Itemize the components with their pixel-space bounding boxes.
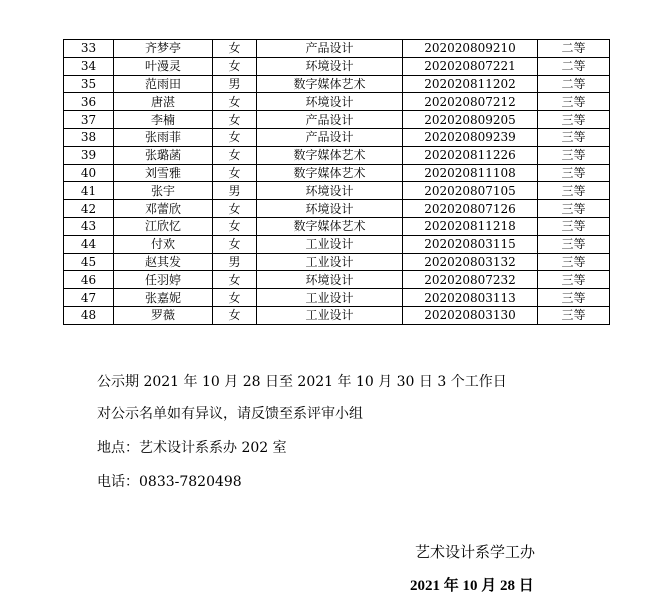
cell-name: 李楠: [114, 111, 213, 129]
table-row: [64, 164, 610, 182]
cell-major: 环境设计: [257, 182, 403, 200]
cell-name: 齐梦亭: [114, 40, 213, 58]
cell-award: 三等: [538, 146, 610, 164]
cell-major: 数字媒体艺术: [257, 164, 403, 182]
cell-gender: 女: [213, 271, 257, 289]
table-row: [64, 271, 610, 289]
cell-gender: 女: [213, 200, 257, 218]
cell-award: 三等: [538, 164, 610, 182]
cell-student-id: 202020807126: [403, 200, 538, 218]
cell-name: 张雨菲: [114, 128, 213, 146]
cell-name: 张璐菡: [114, 146, 213, 164]
table-row: [64, 253, 610, 271]
cell-student-id: 202020807105: [403, 182, 538, 200]
cell-award: 三等: [538, 253, 610, 271]
cell-student-id: 202020807212: [403, 93, 538, 111]
cell-number: 39: [64, 146, 114, 164]
cell-student-id: 202020809210: [403, 40, 538, 58]
cell-award: 三等: [538, 111, 610, 129]
table-row: [64, 235, 610, 253]
cell-award: 三等: [538, 306, 610, 324]
cell-student-id: 202020807221: [403, 57, 538, 75]
cell-major: 产品设计: [257, 128, 403, 146]
cell-major: 产品设计: [257, 40, 403, 58]
cell-student-id: 202020811226: [403, 146, 538, 164]
table-row: [64, 182, 610, 200]
cell-gender: 男: [213, 182, 257, 200]
cell-number: 44: [64, 235, 114, 253]
cell-name: 张嘉妮: [114, 289, 213, 307]
signature-org: 艺术设计系学工办: [415, 543, 536, 561]
cell-award: 三等: [538, 93, 610, 111]
cell-major: 环境设计: [257, 200, 403, 218]
cell-major: 环境设计: [257, 57, 403, 75]
cell-award: 三等: [538, 235, 610, 253]
table-row: [64, 93, 610, 111]
cell-name: 邓蕾欣: [114, 200, 213, 218]
cell-gender: 男: [213, 253, 257, 271]
cell-name: 唐湛: [114, 93, 213, 111]
cell-award: 三等: [538, 182, 610, 200]
table-row: [64, 75, 610, 93]
table-row: [64, 40, 610, 58]
table-row: [64, 146, 610, 164]
cell-gender: 女: [213, 235, 257, 253]
cell-major: 工业设计: [257, 289, 403, 307]
cell-award: 三等: [538, 217, 610, 235]
cell-gender: 女: [213, 289, 257, 307]
roster-body: [64, 40, 610, 325]
cell-number: 46: [64, 271, 114, 289]
cell-name: 范雨田: [114, 75, 213, 93]
cell-number: 33: [64, 40, 114, 58]
table-row: [64, 306, 610, 324]
cell-student-id: 202020803132: [403, 253, 538, 271]
cell-name: 张宇: [114, 182, 213, 200]
cell-number: 41: [64, 182, 114, 200]
cell-gender: 男: [213, 75, 257, 93]
table-row: [64, 289, 610, 307]
cell-major: 环境设计: [257, 271, 403, 289]
notice-objection: 对公示名单如有异议，请反馈至系评审小组: [97, 406, 363, 422]
cell-student-id: 202020809205: [403, 111, 538, 129]
cell-major: 产品设计: [257, 111, 403, 129]
cell-student-id: 202020811108: [403, 164, 538, 182]
cell-number: 48: [64, 306, 114, 324]
cell-student-id: 202020803113: [403, 289, 538, 307]
table-row: [64, 111, 610, 129]
cell-major: 工业设计: [257, 306, 403, 324]
cell-major: 数字媒体艺术: [257, 75, 403, 93]
cell-major: 数字媒体艺术: [257, 146, 403, 164]
cell-major: 数字媒体艺术: [257, 217, 403, 235]
cell-name: 赵其发: [114, 253, 213, 271]
cell-award: 二等: [538, 40, 610, 58]
cell-number: 35: [64, 75, 114, 93]
table-row: [64, 200, 610, 218]
cell-student-id: 202020803130: [403, 306, 538, 324]
cell-student-id: 202020803115: [403, 235, 538, 253]
cell-award: 三等: [538, 289, 610, 307]
cell-student-id: 202020811218: [403, 217, 538, 235]
cell-gender: 女: [213, 164, 257, 182]
cell-major: 工业设计: [257, 235, 403, 253]
cell-number: 34: [64, 57, 114, 75]
notice-phone: 电话：0833-7820498: [97, 474, 242, 490]
cell-award: 二等: [538, 75, 610, 93]
cell-name: 任羽婷: [114, 271, 213, 289]
cell-major: 工业设计: [257, 253, 403, 271]
cell-name: 付欢: [114, 235, 213, 253]
cell-award: 三等: [538, 271, 610, 289]
cell-gender: 女: [213, 306, 257, 324]
table-row: [64, 217, 610, 235]
table-row: [64, 128, 610, 146]
cell-number: 45: [64, 253, 114, 271]
table-row: [64, 57, 610, 75]
cell-major: 环境设计: [257, 93, 403, 111]
signature-date: 2021 年 10 月 28 日: [410, 578, 534, 594]
cell-gender: 女: [213, 57, 257, 75]
cell-name: 刘雪雅: [114, 164, 213, 182]
cell-student-id: 202020807232: [403, 271, 538, 289]
cell-award: 三等: [538, 128, 610, 146]
cell-award: 三等: [538, 200, 610, 218]
notice-period: 公示期 2021 年 10 月 28 日至 2021 年 10 月 30 日 3 个工作日: [97, 374, 507, 390]
cell-gender: 女: [213, 128, 257, 146]
cell-number: 47: [64, 289, 114, 307]
cell-gender: 女: [213, 217, 257, 235]
cell-number: 36: [64, 93, 114, 111]
cell-award: 二等: [538, 57, 610, 75]
cell-gender: 女: [213, 146, 257, 164]
cell-name: 叶漫灵: [114, 57, 213, 75]
notice-location: 地点：艺术设计系系办 202 室: [97, 440, 287, 456]
cell-gender: 女: [213, 40, 257, 58]
cell-number: 42: [64, 200, 114, 218]
cell-student-id: 202020811202: [403, 75, 538, 93]
cell-name: 江欣忆: [114, 217, 213, 235]
cell-number: 40: [64, 164, 114, 182]
cell-name: 罗薇: [114, 306, 213, 324]
roster-table: [63, 39, 610, 325]
cell-gender: 女: [213, 93, 257, 111]
cell-number: 37: [64, 111, 114, 129]
cell-number: 43: [64, 217, 114, 235]
cell-number: 38: [64, 128, 114, 146]
cell-gender: 女: [213, 111, 257, 129]
cell-student-id: 202020809239: [403, 128, 538, 146]
